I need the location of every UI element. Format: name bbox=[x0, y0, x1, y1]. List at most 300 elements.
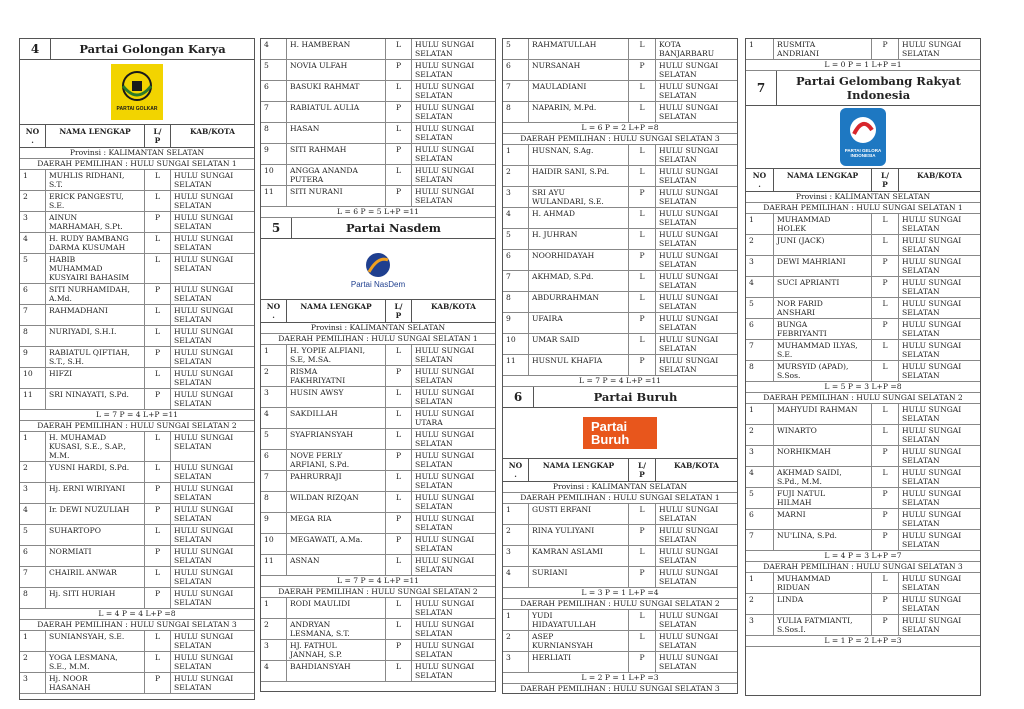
row-no: 7 bbox=[746, 340, 774, 360]
gender-summary: L = 2 P = 1 L+P =3 bbox=[503, 673, 737, 684]
header-no: NO . bbox=[503, 459, 529, 481]
row-no: 4 bbox=[503, 208, 529, 228]
candidate-kab-kota: HULU SUNGAI SELATAN bbox=[659, 335, 719, 353]
row-no: 3 bbox=[503, 187, 529, 207]
gender-summary: L = 3 P = 1 L+P =4 bbox=[503, 588, 737, 599]
candidate-name: HUSNUL KHAFIA bbox=[529, 355, 629, 375]
candidate-kab-kota: HULU SUNGAI SELATAN bbox=[902, 320, 962, 338]
row-no: 10 bbox=[503, 334, 529, 354]
table-row bbox=[746, 256, 980, 277]
table-row bbox=[503, 229, 737, 250]
table-row bbox=[503, 631, 737, 652]
candidate-kab-kota: HULU SUNGAI SELATAN bbox=[415, 641, 475, 659]
candidate-kab-kota: HULU SUNGAI SELATAN bbox=[174, 327, 234, 345]
district-info: DAERAH PEMILIHAN : HULU SUNGAI SELATAN 1 bbox=[261, 334, 495, 345]
candidate-name: YUDI HIDAYATULLAH bbox=[529, 610, 629, 630]
candidate-gender: L bbox=[629, 504, 656, 524]
table-row bbox=[20, 652, 254, 673]
column-nasdem bbox=[260, 38, 496, 692]
buruh-logo: Partai Buruh bbox=[583, 417, 657, 449]
candidate-name: SUHARTOPO bbox=[46, 525, 145, 545]
row-no: 1 bbox=[20, 631, 46, 651]
candidate-gender: P bbox=[386, 366, 412, 386]
district-info: Provinsi : KALIMANTAN SELATAN bbox=[746, 192, 980, 203]
candidate-name: SUCI APRIANTI bbox=[774, 277, 872, 297]
candidate-gender: P bbox=[872, 256, 899, 276]
candidate-gender: P bbox=[145, 504, 171, 524]
golkar-logo bbox=[111, 64, 163, 120]
candidate-kab-kota: HULU SUNGAI SELATAN bbox=[174, 369, 234, 387]
row-no: 2 bbox=[20, 462, 46, 482]
candidate-gender: P bbox=[872, 594, 899, 614]
candidate-name: NURIYADI, S.H.I. bbox=[46, 326, 145, 346]
row-no: 2 bbox=[261, 366, 287, 386]
table-row bbox=[503, 271, 737, 292]
candidate-gender: L bbox=[386, 471, 412, 491]
row-no: 1 bbox=[503, 610, 529, 630]
header-no: NO . bbox=[261, 300, 287, 322]
candidate-gender: L bbox=[386, 619, 412, 639]
row-no: 9 bbox=[503, 313, 529, 333]
table-row bbox=[261, 513, 495, 534]
row-no: 8 bbox=[261, 123, 287, 143]
row-no: 4 bbox=[261, 408, 287, 428]
candidate-gender: L bbox=[145, 631, 171, 651]
candidate-kab-kota: HULU SUNGAI SELATAN bbox=[902, 595, 962, 613]
candidate-kab-kota: HULU SUNGAI SELATAN bbox=[902, 510, 962, 528]
candidate-kab-kota: HULU SUNGAI SELATAN bbox=[415, 40, 475, 58]
candidate-gender: P bbox=[386, 60, 412, 80]
candidate-kab-kota: HULU SUNGAI SELATAN bbox=[174, 234, 234, 252]
candidate-kab-kota: HULU SUNGAI SELATAN bbox=[659, 568, 719, 586]
party-name: Partai Nasdem bbox=[346, 221, 441, 235]
candidate-name: BASUKI RAHMAT bbox=[287, 81, 386, 101]
row-no: 4 bbox=[746, 277, 774, 297]
header-gender: L/ P bbox=[872, 169, 899, 191]
candidate-name: MUHAMMAD RIDUAN bbox=[774, 573, 872, 593]
candidate-name: SITI NURANI bbox=[287, 186, 386, 206]
candidate-gender: L bbox=[872, 361, 899, 381]
party-number: 5 bbox=[261, 218, 292, 238]
table-row bbox=[503, 355, 737, 376]
district-info: Provinsi : KALIMANTAN SELATAN bbox=[503, 482, 737, 493]
table-row bbox=[261, 186, 495, 207]
candidate-gender: P bbox=[386, 534, 412, 554]
row-no: 3 bbox=[261, 640, 287, 660]
table-row bbox=[20, 254, 254, 284]
candidate-gender: L bbox=[872, 467, 899, 487]
row-no: 2 bbox=[503, 525, 529, 545]
row-no: 10 bbox=[261, 534, 287, 554]
candidate-name: H. HAMBERAN bbox=[287, 39, 386, 59]
candidate-gender: L bbox=[386, 81, 412, 101]
gender-summary: L = 7 P = 4 L+P =11 bbox=[20, 410, 254, 421]
candidate-gender: P bbox=[386, 513, 412, 533]
table-row bbox=[746, 340, 980, 361]
candidate-kab-kota: HULU SUNGAI SELATAN bbox=[659, 188, 719, 206]
row-no: 2 bbox=[20, 652, 46, 672]
candidate-name: UFAIRA bbox=[529, 313, 629, 333]
gelora-logo bbox=[840, 108, 886, 166]
district-info: DAERAH PEMILIHAN : HULU SUNGAI SELATAN 3 bbox=[503, 684, 737, 694]
candidate-name: FUJI NATUL HILMAH bbox=[774, 488, 872, 508]
candidate-kab-kota: HULU SUNGAI SELATAN bbox=[415, 388, 475, 406]
candidate-gender: L bbox=[145, 170, 171, 190]
table-row bbox=[503, 610, 737, 631]
candidate-kab-kota: HULU SUNGAI SELATAN bbox=[902, 236, 962, 254]
candidate-kab-kota: HULU SUNGAI SELATAN bbox=[174, 484, 234, 502]
candidate-gender: P bbox=[145, 588, 171, 608]
row-no: 8 bbox=[20, 588, 46, 608]
header-no: NO . bbox=[746, 169, 774, 191]
candidate-name: YULIA FATMIANTI, S.Sos.I. bbox=[774, 615, 872, 635]
row-no: 6 bbox=[746, 319, 774, 339]
row-no: 2 bbox=[503, 631, 529, 651]
candidate-kab-kota: HULU SUNGAI SELATAN bbox=[415, 346, 475, 364]
candidate-gender: L bbox=[872, 425, 899, 445]
table-row bbox=[503, 504, 737, 525]
table-row bbox=[746, 298, 980, 319]
candidate-gender: P bbox=[145, 347, 171, 367]
table-row bbox=[503, 546, 737, 567]
party-header bbox=[503, 387, 737, 408]
table-row bbox=[261, 471, 495, 492]
row-no: 5 bbox=[503, 39, 529, 59]
candidate-kab-kota: HULU SUNGAI SELATAN bbox=[174, 526, 234, 544]
table-row bbox=[261, 387, 495, 408]
candidate-kab-kota: HULU SUNGAI SELATAN bbox=[174, 192, 234, 210]
candidate-gender: P bbox=[872, 509, 899, 529]
candidate-gender: L bbox=[386, 387, 412, 407]
candidate-gender: P bbox=[145, 284, 171, 304]
candidate-name: SYAFRIANSYAH bbox=[287, 429, 386, 449]
table-header bbox=[503, 459, 737, 482]
candidate-gender: L bbox=[629, 610, 656, 630]
party-number: 7 bbox=[746, 71, 777, 105]
row-no: 11 bbox=[261, 555, 287, 575]
candidate-gender: L bbox=[145, 432, 171, 461]
candidate-kab-kota: HULU SUNGAI SELATAN bbox=[174, 568, 234, 586]
table-row bbox=[503, 102, 737, 123]
candidate-gender: L bbox=[145, 254, 171, 283]
candidate-kab-kota: HULU SUNGAI SELATAN bbox=[415, 124, 475, 142]
row-no: 4 bbox=[261, 661, 287, 681]
candidate-name: AKHMAD SAIDI, S.Pd., M.M. bbox=[774, 467, 872, 487]
row-no: 6 bbox=[746, 509, 774, 529]
candidate-name: MEGA RIA bbox=[287, 513, 386, 533]
candidate-kab-kota: HULU SUNGAI SELATAN bbox=[415, 535, 475, 553]
table-row bbox=[261, 366, 495, 387]
row-no: 3 bbox=[503, 546, 529, 566]
candidate-gender: L bbox=[629, 208, 656, 228]
row-no: 7 bbox=[20, 305, 46, 325]
gender-summary: L = 6 P = 2 L+P =8 bbox=[503, 123, 737, 134]
row-no: 8 bbox=[261, 492, 287, 512]
table-row bbox=[261, 165, 495, 186]
candidate-name: MURSYID (APAD), S.Sos. bbox=[774, 361, 872, 381]
table-row bbox=[261, 102, 495, 123]
candidate-kab-kota: HULU SUNGAI SELATAN bbox=[174, 589, 234, 607]
row-no: 4 bbox=[20, 233, 46, 253]
candidate-gender: P bbox=[145, 389, 171, 409]
candidate-gender: P bbox=[629, 355, 656, 375]
row-no: 3 bbox=[261, 387, 287, 407]
candidate-kab-kota: KOTA BANJARBARU bbox=[659, 40, 715, 58]
row-no: 3 bbox=[746, 446, 774, 466]
candidate-name: Ir. DEWI NUZULIAH bbox=[46, 504, 145, 524]
party-name: Partai Gelombang Rakyat Indonesia bbox=[796, 74, 961, 102]
candidate-name: HUSNAN, S.Ag. bbox=[529, 145, 629, 165]
candidate-name: H. RUDY BAMBANG DARMA KUSUMAH bbox=[46, 233, 145, 253]
candidate-gender: P bbox=[386, 102, 412, 122]
header-kab-kota: KAB/KOTA bbox=[917, 171, 962, 180]
district-info: Provinsi : KALIMANTAN SELATAN bbox=[20, 148, 254, 159]
table-row bbox=[20, 631, 254, 652]
table-row bbox=[261, 429, 495, 450]
candidate-kab-kota: HULU SUNGAI SELATAN bbox=[902, 531, 962, 549]
district-info: DAERAH PEMILIHAN : HULU SUNGAI SELATAN 1 bbox=[503, 493, 737, 504]
candidate-gender: P bbox=[629, 313, 656, 333]
candidate-kab-kota: HULU SUNGAI SELATAN bbox=[415, 367, 475, 385]
row-no: 7 bbox=[746, 530, 774, 550]
candidate-kab-kota: HULU SUNGAI SELATAN bbox=[659, 653, 719, 671]
candidate-gender: L bbox=[145, 191, 171, 211]
header-gender: L/ P bbox=[145, 125, 171, 147]
table-header bbox=[746, 169, 980, 192]
candidate-kab-kota: HULU SUNGAI SELATAN bbox=[415, 61, 475, 79]
candidate-kab-kota: HULU SUNGAI SELATAN bbox=[902, 341, 962, 359]
candidate-kab-kota: HULU SUNGAI SELATAN bbox=[174, 463, 234, 481]
candidate-gender: L bbox=[629, 631, 656, 651]
header-no: NO . bbox=[20, 125, 46, 147]
row-no: 1 bbox=[746, 404, 774, 424]
district-info: Provinsi : KALIMANTAN SELATAN bbox=[261, 323, 495, 334]
table-row bbox=[20, 347, 254, 368]
candidate-name: WILDAN RIZQAN bbox=[287, 492, 386, 512]
candidate-kab-kota: HULU SUNGAI SELATAN bbox=[659, 505, 719, 523]
row-no: 5 bbox=[746, 298, 774, 318]
candidate-kab-kota: HULU SUNGAI SELATAN bbox=[902, 299, 962, 317]
row-no: 1 bbox=[20, 432, 46, 461]
row-no: 5 bbox=[746, 488, 774, 508]
candidate-kab-kota: HULU SUNGAI SELATAN bbox=[415, 599, 475, 617]
candidate-kab-kota: HULU SUNGAI SELATAN bbox=[902, 362, 962, 380]
candidate-name: Hj. ERNI WIRIYANI bbox=[46, 483, 145, 503]
party-number: 6 bbox=[503, 387, 534, 407]
row-no: 11 bbox=[503, 355, 529, 375]
nasdem-logo bbox=[351, 250, 405, 289]
party-header bbox=[746, 71, 980, 106]
row-no: 8 bbox=[746, 361, 774, 381]
gender-summary: L = 7 P = 4 L+P =11 bbox=[261, 576, 495, 587]
row-no: 2 bbox=[20, 191, 46, 211]
district-info: DAERAH PEMILIHAN : HULU SUNGAI SELATAN 2 bbox=[746, 393, 980, 404]
candidate-kab-kota: HULU SUNGAI SELATAN bbox=[659, 611, 719, 629]
gender-summary: L = 7 P = 4 L+P =11 bbox=[503, 376, 737, 387]
candidate-gender: L bbox=[145, 462, 171, 482]
candidate-kab-kota: HULU SUNGAI SELATAN bbox=[415, 451, 475, 469]
candidate-name: RODI MAULIDI bbox=[287, 598, 386, 618]
row-no: 8 bbox=[503, 102, 529, 122]
candidate-kab-kota: HULU SUNGAI SELATAN bbox=[659, 526, 719, 544]
table-row bbox=[20, 305, 254, 326]
candidate-name: NORHIKMAH bbox=[774, 446, 872, 466]
candidate-gender: P bbox=[386, 450, 412, 470]
candidate-kab-kota: HULU SUNGAI SELATAN bbox=[174, 674, 234, 692]
candidate-kab-kota: HULU SUNGAI SELATAN bbox=[659, 356, 719, 374]
candidate-kab-kota: HULU SUNGAI SELATAN bbox=[174, 653, 234, 671]
table-row bbox=[261, 661, 495, 682]
candidate-name: Hj. NOOR HASANAH bbox=[46, 673, 145, 693]
candidate-gender: L bbox=[145, 652, 171, 672]
candidate-kab-kota: HULU SUNGAI SELATAN bbox=[902, 426, 962, 444]
row-no: 6 bbox=[261, 450, 287, 470]
row-no: 9 bbox=[261, 513, 287, 533]
candidate-name: NU'LINA, S.Pd. bbox=[774, 530, 872, 550]
candidate-gender: L bbox=[629, 292, 656, 312]
row-no: 4 bbox=[746, 467, 774, 487]
row-no: 1 bbox=[20, 170, 46, 190]
candidate-name: RAHMATULLAH bbox=[529, 39, 629, 59]
row-no: 2 bbox=[746, 235, 774, 255]
table-row bbox=[20, 191, 254, 212]
table-row bbox=[746, 615, 980, 636]
candidate-gender: P bbox=[872, 488, 899, 508]
candidate-gender: P bbox=[145, 212, 171, 232]
candidate-name: WINARTO bbox=[774, 425, 872, 445]
table-row bbox=[261, 144, 495, 165]
candidate-gender: L bbox=[386, 661, 412, 681]
table-row bbox=[746, 530, 980, 551]
candidate-kab-kota: HULU SUNGAI SELATAN bbox=[174, 306, 234, 324]
table-row bbox=[261, 534, 495, 555]
candidate-kab-kota: HULU SUNGAI SELATAN bbox=[902, 616, 962, 634]
candidate-gender: P bbox=[872, 39, 899, 59]
nasdem-logo-text: Partai NasDem bbox=[350, 279, 406, 289]
row-no: 4 bbox=[20, 504, 46, 524]
candidate-gender: P bbox=[629, 60, 656, 80]
gender-summary: L = 6 P = 5 L+P =11 bbox=[261, 207, 495, 218]
row-no: 2 bbox=[503, 166, 529, 186]
party-name: Partai Buruh bbox=[593, 390, 678, 404]
table-row bbox=[503, 81, 737, 102]
table-row bbox=[503, 166, 737, 187]
candidate-gender: L bbox=[145, 525, 171, 545]
candidate-gender: L bbox=[386, 123, 412, 143]
header-gender: L/ P bbox=[629, 459, 656, 481]
candidate-name: UMAR SAID bbox=[529, 334, 629, 354]
row-no: 5 bbox=[261, 429, 287, 449]
candidate-kab-kota: HULU SUNGAI SELATAN bbox=[415, 493, 475, 511]
candidate-name: HJ. FATHUL JANNAH, S.P. bbox=[287, 640, 386, 660]
candidate-kab-kota: HULU SUNGAI SELATAN bbox=[659, 167, 719, 185]
district-info: DAERAH PEMILIHAN : HULU SUNGAI SELATAN 3 bbox=[20, 620, 254, 631]
header-nama-lengkap: NAMA LENGKAP bbox=[774, 169, 872, 191]
candidate-kab-kota: HULU SUNGAI SELATAN bbox=[902, 40, 962, 58]
candidate-name: SUNIANSYAH, S.E. bbox=[46, 631, 145, 651]
candidate-kab-kota: HULU SUNGAI SELATAN bbox=[415, 514, 475, 532]
party-header bbox=[261, 218, 495, 239]
header-kab-kota: KAB/KOTA bbox=[674, 461, 719, 470]
candidate-name: LINDA bbox=[774, 594, 872, 614]
candidate-name: NORMIATI bbox=[46, 546, 145, 566]
row-no: 1 bbox=[746, 214, 774, 234]
row-no: 3 bbox=[20, 673, 46, 693]
candidate-kab-kota: HULU SUNGAI SELATAN bbox=[902, 215, 962, 233]
candidate-name: NOORHIDAYAH bbox=[529, 250, 629, 270]
district-info: DAERAH PEMILIHAN : HULU SUNGAI SELATAN 1 bbox=[20, 159, 254, 170]
candidate-gender: P bbox=[629, 652, 656, 672]
golkar-logo-text: PARTAI GOLKAR bbox=[116, 106, 158, 112]
candidate-gender: L bbox=[145, 368, 171, 388]
candidate-gender: L bbox=[872, 404, 899, 424]
row-no: 5 bbox=[20, 525, 46, 545]
candidate-name: SITI NURHAMIDAH, A.Md. bbox=[46, 284, 145, 304]
table-row bbox=[503, 334, 737, 355]
candidate-kab-kota: HULU SUNGAI SELATAN bbox=[174, 348, 234, 366]
row-no: 9 bbox=[20, 347, 46, 367]
candidate-gender: L bbox=[872, 340, 899, 360]
table-row bbox=[261, 60, 495, 81]
candidate-gender: L bbox=[872, 214, 899, 234]
district-info: DAERAH PEMILIHAN : HULU SUNGAI SELATAN 2 bbox=[20, 421, 254, 432]
candidate-name: SITI RAHMAH bbox=[287, 144, 386, 164]
candidate-name: HABIB MUHAMMAD KUSYAIRI BAHASIM bbox=[46, 254, 145, 283]
party-header bbox=[20, 39, 254, 60]
table-row bbox=[503, 208, 737, 229]
candidate-kab-kota: HULU SUNGAI SELATAN bbox=[659, 547, 719, 565]
table-row bbox=[746, 404, 980, 425]
row-no: 1 bbox=[503, 145, 529, 165]
table-row bbox=[20, 170, 254, 191]
table-row bbox=[20, 389, 254, 410]
table-row bbox=[261, 123, 495, 144]
candidate-name: CHAIRIL ANWAR bbox=[46, 567, 145, 587]
candidate-name: RABIATUL QIFTIAH, S.T., S.H. bbox=[46, 347, 145, 367]
table-row bbox=[746, 214, 980, 235]
row-no: 7 bbox=[503, 81, 529, 101]
row-no: 1 bbox=[261, 345, 287, 365]
table-row bbox=[503, 313, 737, 334]
candidate-kab-kota: HULU SUNGAI SELATAN bbox=[902, 447, 962, 465]
candidate-name: Hj. SITI HURIAH bbox=[46, 588, 145, 608]
row-no: 9 bbox=[261, 144, 287, 164]
candidate-gender: L bbox=[629, 271, 656, 291]
row-no: 7 bbox=[503, 271, 529, 291]
candidate-name: H. YOPIE ALFIANI, S.E, M.SA. bbox=[287, 345, 386, 365]
table-row bbox=[746, 446, 980, 467]
row-no: 6 bbox=[20, 546, 46, 566]
candidate-name: H. AHMAD bbox=[529, 208, 629, 228]
candidate-kab-kota: HULU SUNGAI SELATAN bbox=[902, 468, 962, 486]
candidate-name: RINA YULIYANI bbox=[529, 525, 629, 545]
candidate-gender: P bbox=[872, 319, 899, 339]
candidate-gender: L bbox=[386, 598, 412, 618]
row-no: 6 bbox=[20, 284, 46, 304]
candidate-gender: L bbox=[629, 546, 656, 566]
candidate-name: BUNGA FEBRIYANTI bbox=[774, 319, 872, 339]
candidate-name: HIFZI bbox=[46, 368, 145, 388]
row-no: 10 bbox=[20, 368, 46, 388]
candidate-gender: P bbox=[145, 546, 171, 566]
row-no: 6 bbox=[503, 60, 529, 80]
candidate-kab-kota: HULU SUNGAI SELATAN bbox=[659, 272, 719, 290]
row-no: 4 bbox=[261, 39, 287, 59]
candidate-gender: L bbox=[386, 492, 412, 512]
gender-summary: L = 5 P = 3 L+P =8 bbox=[746, 382, 980, 393]
candidate-name: MUHLIS RIDHANI, S.T. bbox=[46, 170, 145, 190]
table-row bbox=[746, 39, 980, 60]
